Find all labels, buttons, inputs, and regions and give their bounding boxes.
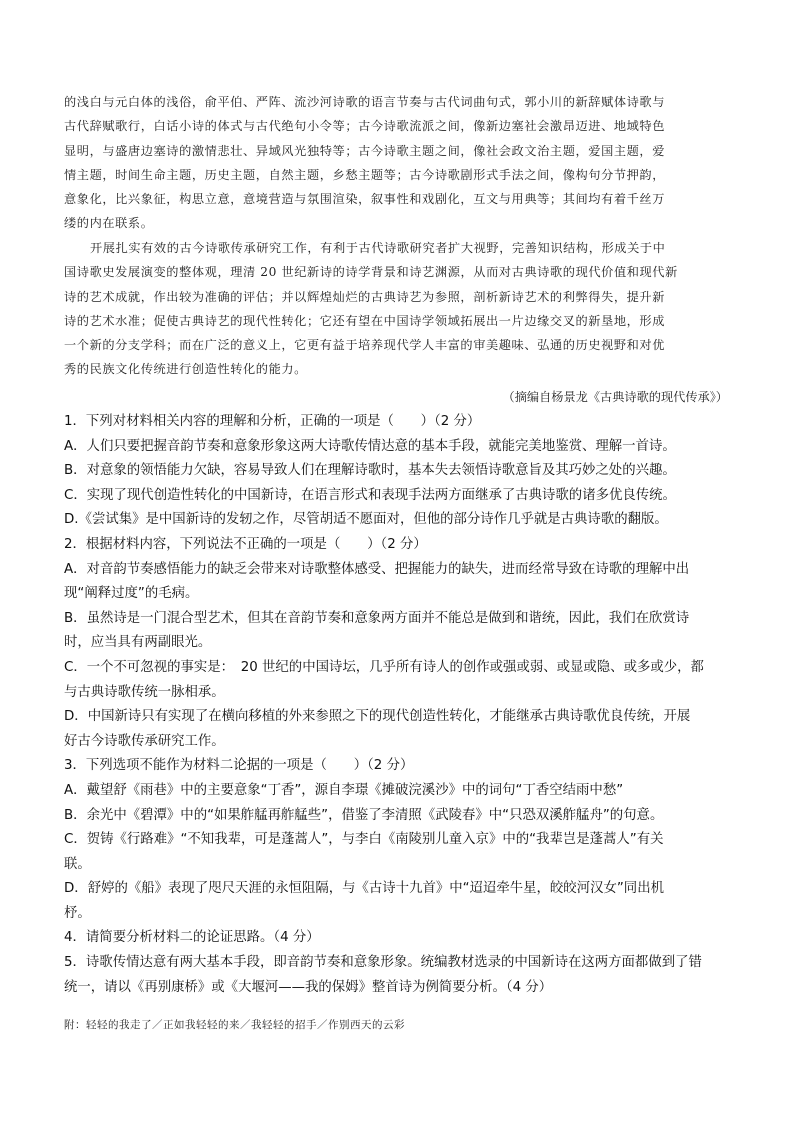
question-1-option-c: C．实现了现代创造性转化的中国新诗，在语言形式和表现手法两方面继承了古典诗歌的诸多优良传统。 bbox=[64, 487, 676, 503]
passage-line: 一个新的分支学科；而在广泛的意义上，它更有益于培养现代学人丰富的审美趣味、弘通的历史视野和对优 bbox=[64, 338, 666, 353]
passage-line: 诗的艺术水准；促使古典诗艺的现代性转化；它还有望在中国诗学领域拓展出一片边缘交叉的新垦地，形成 bbox=[64, 313, 666, 328]
question-2-stem: 2．根据材料内容，下列说法不正确的一项是（ ）（2 分） bbox=[64, 536, 427, 552]
question-3-stem: 3．下列选项不能作为材料二论据的一项是（ ）（2 分） bbox=[64, 758, 414, 774]
passage-line: 缕的内在联系。 bbox=[64, 216, 154, 231]
passage-line: 意象化，比兴象征，构思立意，意境营造与氛围渲染，叙事性和戏剧化，互文与用典等；其间均有着千丝万 bbox=[64, 192, 666, 207]
question-3-option-d: D．舒婷的《船》表现了咫尺天涯的永恒阻隔，与《古诗十九首》中“迢迢牵牛星，皎皎河汉女”同出机 bbox=[64, 881, 664, 897]
question-4-stem: 4．请简要分析材料二的论证思路。（4 分） bbox=[64, 930, 320, 946]
question-2-option-c-cont: 与古典诗歌传统一脉相承。 bbox=[64, 684, 225, 700]
question-5-stem: 5．诗歌传情达意有两大基本手段，即音韵节奏和意象形象。统编教材选录的中国新诗在这两方面都做到了错 bbox=[64, 955, 702, 971]
passage-line: 情主题，时间生命主题，历史主题，自然主题，乡愁主题等；古今诗歌剧形式手法之间，像构句分节押韵， bbox=[64, 167, 666, 182]
question-2-option-b-cont: 时，应当具有两副眼光。 bbox=[64, 635, 212, 651]
question-1-stem: 1．下列对材料相关内容的理解和分析，正确的一项是（ ）（2 分） bbox=[64, 414, 481, 429]
passage-line: 显明，与盛唐边塞诗的激情悲壮、异域风光独特等；古今诗歌主题之间，像社会政文治主题，爱国主题，爱 bbox=[64, 143, 666, 158]
question-2-option-a: A．对音韵节奏感悟能力的缺乏会带来对诗歌整体感受、把握能力的缺失，进而经常导致在诗歌的理解中出 bbox=[64, 561, 690, 577]
question-5-stem-cont: 统一，请以《再别康桥》或《大堰河——我的保姆》整首诗为例简要分析。（4 分） bbox=[64, 979, 553, 995]
question-3-option-c: C．贺铸《行路难》“不知我辈，可是蓬蒿人”，与李白《南陵别儿童入京》中的“我辈岂是蓬蒿人”有关 bbox=[64, 832, 664, 848]
question-1-option-d: D.《尝试集》是中国新诗的发轫之作，尽管胡适不愿面对，但他的部分诗作几乎就是古典诗歌的翻版。 bbox=[64, 512, 668, 528]
question-3-option-d-cont: 杼。 bbox=[64, 905, 91, 921]
question-3-option-a: A．戴望舒《雨巷》中的主要意象“丁香”，源自李璟《摊破浣溪沙》中的词句“丁香空结雨中愁” bbox=[64, 782, 624, 798]
question-2-option-a-cont: 现“阐释过度”的毛病。 bbox=[64, 586, 199, 602]
passage-line: 秀的民族文化传统进行创造性转化的能力。 bbox=[64, 362, 307, 377]
question-3-option-b: B．余光中《碧潭》中的“如果舴艋再舴艋些”，借鉴了李清照《武陵春》中“只恐双溪舴艋舟”的句意。 bbox=[64, 807, 664, 823]
passage-source: （摘编自杨景龙《古典诗歌的现代传承》） bbox=[502, 390, 728, 404]
passage-line: 的浅白与元白体的浅俗，俞平伯、严阵、流沙河诗歌的语言节奏与古代词曲句式，郭小川的新辞赋体诗歌与 bbox=[64, 95, 666, 109]
passage-paragraph-1 bbox=[64, 90, 730, 236]
question-1-option-b: B．对意象的领悟能力欠缺，容易导致人们在理解诗歌时，基本失去领悟诗歌意旨及其巧妙之处的兴趣。 bbox=[64, 463, 676, 479]
question-2-option-d: D．中国新诗只有实现了在横向移植的外来参照之下的现代创造性转化，才能继承古典诗歌优良传统，开展 bbox=[64, 709, 691, 725]
passage-paragraph-2 bbox=[64, 236, 730, 382]
question-1-option-a: A．人们只要把握音韵节奏和意象形象这两大诗歌传情达意的基本手段，就能完美地鉴赏、理解一首诗。 bbox=[64, 438, 676, 454]
question-2-option-d-cont: 好古今诗歌传承研究工作。 bbox=[64, 733, 225, 749]
questions-section bbox=[64, 410, 730, 1000]
attachment-note: 附：轻轻的我走了／正如我轻轻的来／我轻轻的招手／作别西天的云彩 bbox=[64, 1019, 405, 1031]
passage-line: 开展扎实有效的古今诗歌传承研究工作，有利于古代诗歌研究者扩大视野，完善知识结构，形成关于中 bbox=[90, 241, 666, 255]
passage-line: 诗的艺术成就，作出较为准确的评估；并以辉煌灿烂的古典诗艺为参照，剖析新诗艺术的利弊得失，提升新 bbox=[64, 289, 666, 304]
question-3-option-c-cont: 联。 bbox=[64, 856, 91, 872]
question-2-option-c: C．一个不可忽视的事实是： 20 世纪的中国诗坛，几乎所有诗人的创作或强或弱、或显或隐、或多或少，都 bbox=[64, 659, 704, 675]
passage-line: 古代辞赋歌行，白话小诗的体式与古代绝句小令等；古今诗歌流派之间，像新边塞社会激昂迈进、地域特色 bbox=[64, 119, 666, 134]
passage-line: 国诗歌史发展演变的整体观，理清 20 世纪新诗的诗学背景和诗艺渊源，从而对古典诗歌的现代价值和现代新 bbox=[64, 265, 678, 280]
question-2-option-b: B．虽然诗是一门混合型艺术，但其在音韵节奏和意象两方面并不能总是做到和谐统，因此，我们在欣赏诗 bbox=[64, 610, 690, 626]
